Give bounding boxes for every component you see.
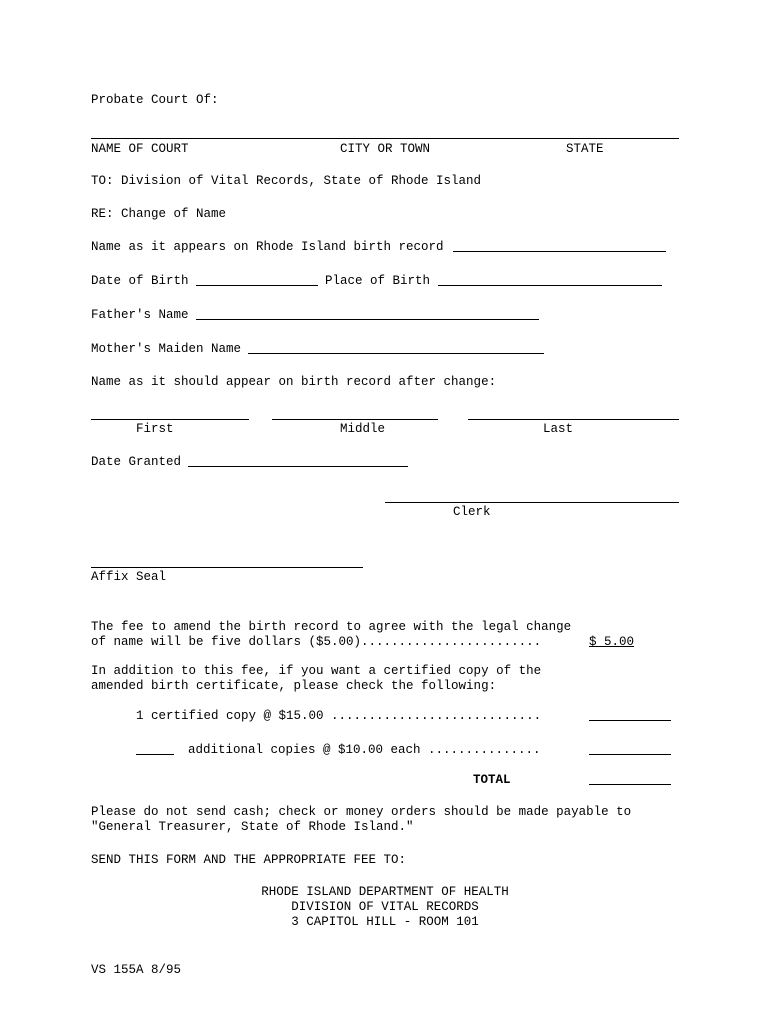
name-on-record-field[interactable] [453, 251, 666, 252]
one-certified-copy-amount-field[interactable] [589, 720, 671, 721]
first-name-field[interactable] [91, 419, 249, 420]
place-of-birth-field[interactable] [438, 285, 662, 286]
name-after-change-label: Name as it should appear on birth record after change: [91, 375, 497, 389]
probate-court-label: Probate Court Of: [91, 93, 219, 107]
addition-text-line1: In addition to this fee, if you want a certified copy of the [91, 664, 542, 678]
additional-copies-count-field[interactable] [136, 754, 174, 755]
name-of-court-label: NAME OF COURT [91, 142, 189, 156]
date-of-birth-field[interactable] [196, 285, 318, 286]
total-label: TOTAL [473, 773, 511, 787]
address-line2: DIVISION OF VITAL RECORDS [291, 900, 479, 914]
addition-text-line2: amended birth certificate, please check the following: [91, 679, 497, 693]
state-label: STATE [566, 142, 604, 156]
one-certified-copy-label: 1 certified copy @ $15.00 ............................ [136, 709, 542, 723]
additional-copies-label: additional copies @ $10.00 each ............... [188, 743, 541, 757]
mothers-maiden-name-label: Mother's Maiden Name [91, 342, 242, 356]
seal-line[interactable] [91, 567, 363, 568]
total-amount-field[interactable] [589, 784, 671, 785]
mothers-maiden-name-field[interactable] [248, 353, 544, 354]
send-to-heading: SEND THIS FORM AND THE APPROPRIATE FEE TO: [91, 853, 407, 867]
last-name-field[interactable] [468, 419, 679, 420]
date-granted-label: Date Granted [91, 455, 182, 469]
affix-seal-label: Affix Seal [91, 570, 167, 584]
address-line1: RHODE ISLAND DEPARTMENT OF HEALTH [261, 885, 509, 899]
date-granted-field[interactable] [188, 466, 408, 467]
clerk-label: Clerk [453, 505, 491, 519]
address-line3: 3 CAPITOL HILL - ROOM 101 [291, 915, 479, 929]
date-of-birth-label: Date of Birth [91, 274, 189, 288]
city-or-town-label: CITY OR TOWN [340, 142, 431, 156]
re-line: RE: Change of Name [91, 207, 227, 221]
to-line: TO: Division of Vital Records, State of Rhode Island [91, 174, 482, 188]
fee-amount: $ 5.00 [589, 635, 635, 649]
court-info-line[interactable] [91, 138, 679, 139]
middle-label: Middle [340, 422, 386, 436]
fathers-name-field[interactable] [196, 319, 539, 320]
payment-text-line2: "General Treasurer, State of Rhode Island." [91, 820, 414, 834]
additional-copies-amount-field[interactable] [589, 754, 671, 755]
fathers-name-label: Father's Name [91, 308, 189, 322]
clerk-signature-field[interactable] [385, 502, 679, 503]
name-on-record-label: Name as it appears on Rhode Island birth record [91, 240, 444, 254]
place-of-birth-label: Place of Birth [325, 274, 431, 288]
form-id: VS 155A 8/95 [91, 963, 182, 977]
payment-text-line1: Please do not send cash; check or money orders should be made payable to [91, 805, 632, 819]
middle-name-field[interactable] [272, 419, 438, 420]
last-label: Last [543, 422, 574, 436]
fee-text-line1: The fee to amend the birth record to agree with the legal change [91, 620, 572, 634]
fee-text-line2: of name will be five dollars ($5.00)........................ [91, 635, 542, 649]
first-label: First [136, 422, 174, 436]
